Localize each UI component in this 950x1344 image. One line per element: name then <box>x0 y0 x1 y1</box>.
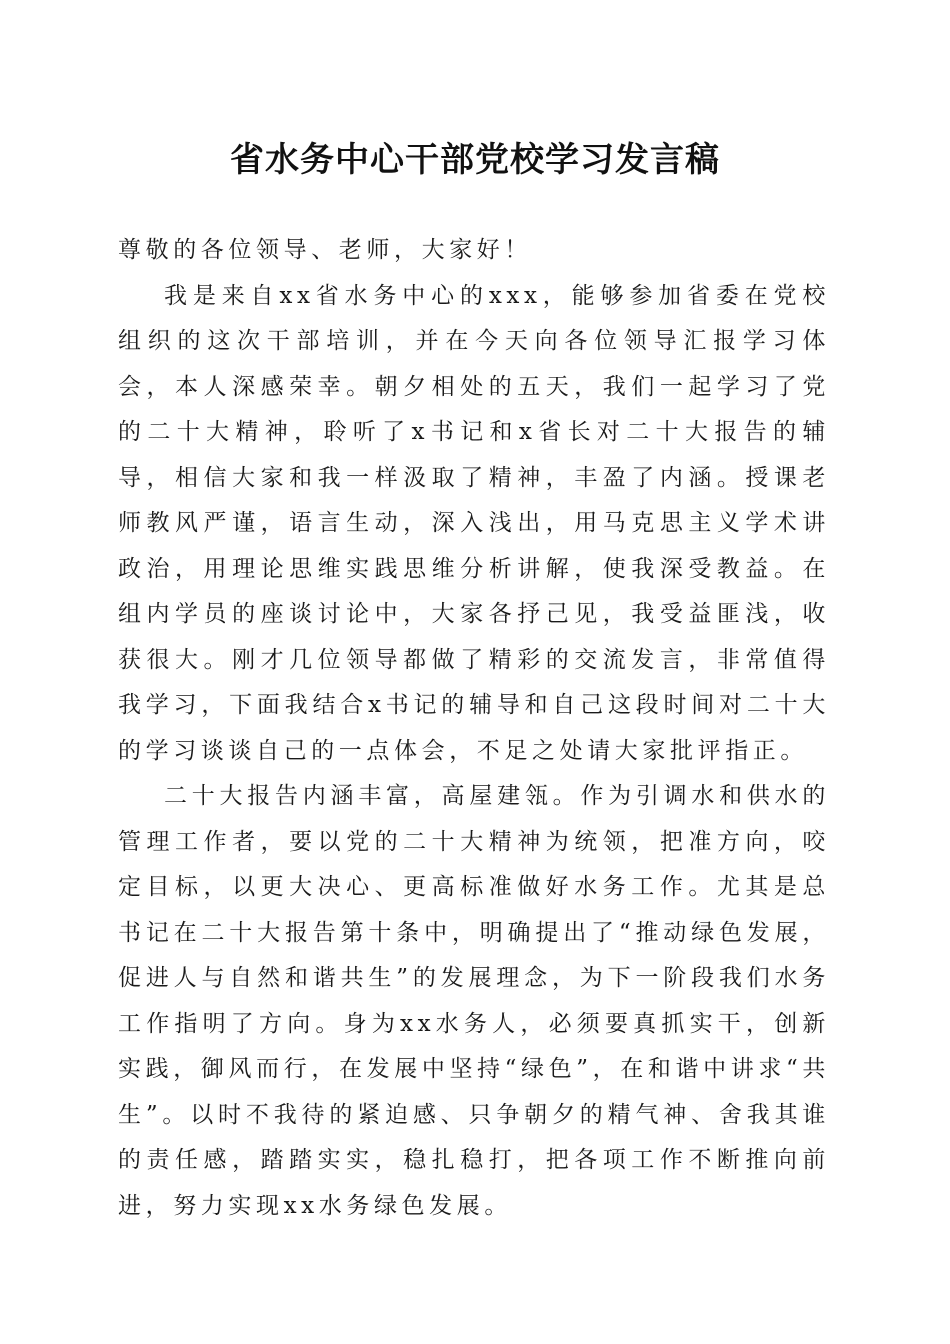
document-body <box>118 228 830 1229</box>
salutation: 尊敬的各位领导、老师，大家好！ <box>118 237 532 263</box>
paragraph-1: 我是来自xx省水务中心的xxx，能够参加省委在党校组织的这次干部培训，并在今天向各位领导汇报学习体会，本人深感荣幸。朝夕相处的五天，我们一起学习了党的二十大精神，聆听了x书记和x省长对二十大报告的辅导，相信大家和我一样汲取了精神，丰盈了内涵。授课老师教风严谨，语言生动，深入浅出，用马克思主义学术讲政治，用理论思维实践思维分析讲解，使我深受教益。在组内学员的座谈讨论中，大家各抒己见，我受益匪浅，收获很大。刚才几位领导都做了精彩的交流发言，非常值得我学习，下面我结合x书记的辅导和自己这段时间对二十大的学习谈谈自己的一点体会，不足之处请大家批评指正。 <box>118 282 830 764</box>
page-title: 省水务中心干部党校学习发言稿 <box>230 140 720 180</box>
paragraph-2: 二十大报告内涵丰富，高屋建瓴。作为引调水和供水的管理工作者，要以党的二十大精神为统领，把准方向，咬定目标，以更大决心、更高标准做好水务工作。尤其是总书记在二十大报告第十条中，明确提出了“推动绿色发展，促进人与自然和谐共生”的发展理念，为下一阶段我们水务工作指明了方向。身为xx水务人，必须要真抓实干，创新实践，御风而行，在发展中坚持“绿色”，在和谐中讲求“共生”。以时不我待的紧迫感、只争朝夕的精气神、舍我其谁的责任感，踏踏实实，稳扎稳打，把各项工作不断推向前进，努力实现xx水务绿色发展。 <box>118 783 830 1219</box>
